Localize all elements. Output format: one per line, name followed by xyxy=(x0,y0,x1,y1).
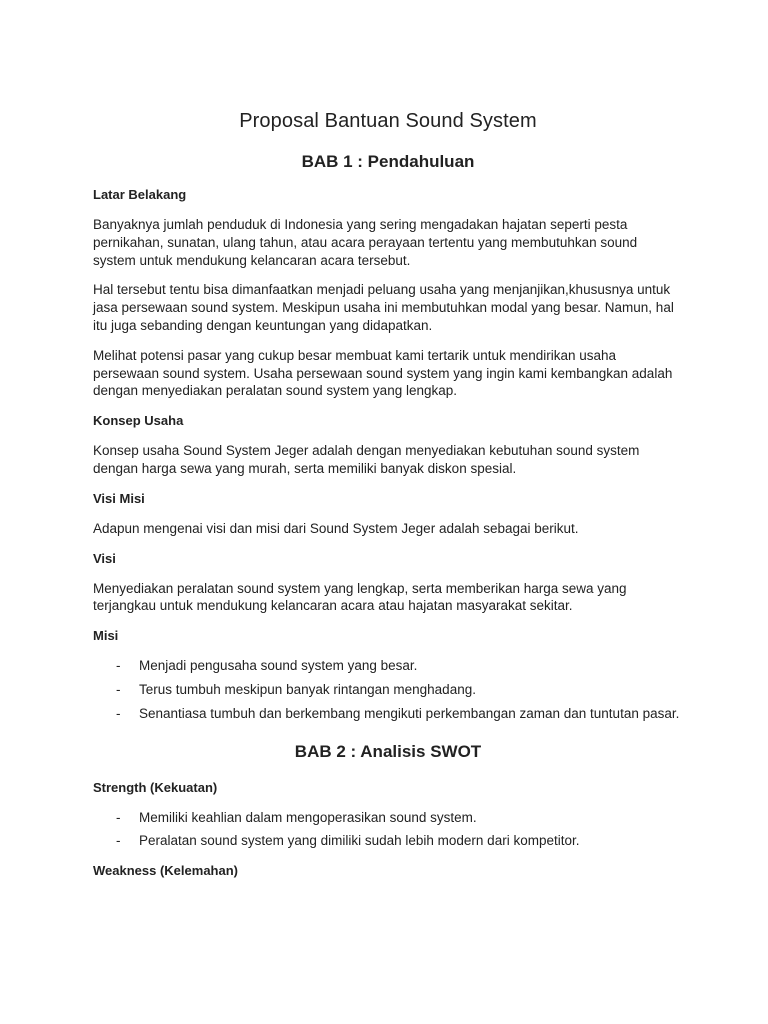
visi-misi-paragraph: Adapun mengenai visi dan misi dari Sound System Jeger adalah sebagai berikut. xyxy=(93,520,579,536)
list-item xyxy=(93,681,683,699)
list-dash-marker: - xyxy=(116,833,121,849)
list-item-text: Terus tumbuh meskipun banyak rintangan menghadang. xyxy=(139,681,476,697)
list-dash-marker: - xyxy=(116,705,121,721)
heading-strength: Strength (Kekuatan) xyxy=(93,779,218,795)
chapter-title-bab1: BAB 1 : Pendahuluan xyxy=(301,152,475,171)
heading-weakness: Weakness (Kelemahan) xyxy=(93,863,238,879)
strength-list xyxy=(93,809,683,851)
misi-list xyxy=(93,657,683,722)
list-dash-marker: - xyxy=(116,681,121,697)
visi-paragraph: Menyediakan peralatan sound system yang lengkap, serta memberikan harga sewa yang terjangkau untuk mendukung kelancaran acara atau hajatan masyarakat sekitar. xyxy=(93,580,627,614)
list-item xyxy=(93,809,683,827)
document-page xyxy=(93,100,683,892)
heading-visi: Visi xyxy=(93,550,116,566)
list-item xyxy=(93,705,683,723)
latar-belakang-paragraph-1: Banyaknya jumlah penduduk di Indonesia yang sering mengadakan hajatan seperti pesta pernikahan, sunatan, ulang tahun, atau acara perayaan tertentu yang membutuhkan sound system untuk mendukung kelancaran acara tersebut. xyxy=(93,217,638,268)
list-item-text: Peralatan sound system yang dimiliki sudah lebih modern dari kompetitor. xyxy=(139,833,580,849)
list-item-text: Memiliki keahlian dalam mengoperasikan sound system. xyxy=(139,809,477,825)
heading-latar-belakang: Latar Belakang xyxy=(93,187,187,202)
heading-misi: Misi xyxy=(93,628,119,644)
konsep-usaha-paragraph: Konsep usaha Sound System Jeger adalah dengan menyediakan kebutuhan sound system dengan harga sewa yang murah, serta memiliki banyak diskon spesial. xyxy=(93,443,640,476)
latar-belakang-paragraph-2: Hal tersebut tentu bisa dimanfaatkan menjadi peluang usaha yang menjanjikan,khususnya untuk jasa persewaan sound system. Meskipun usaha ini membutuhkan modal yang besar. Namun, hal itu juga sebanding dengan keuntungan yang didapatkan. xyxy=(93,282,674,333)
list-dash-marker: - xyxy=(116,809,121,825)
list-item-text: Senantiasa tumbuh dan berkembang mengikuti perkembangan zaman dan tuntutan pasar. xyxy=(139,705,680,721)
list-item-text: Menjadi pengusaha sound system yang besar. xyxy=(139,658,418,674)
heading-konsep-usaha: Konsep Usaha xyxy=(93,413,184,429)
heading-visi-misi: Visi Misi xyxy=(93,490,145,506)
chapter-title-bab2: BAB 2 : Analisis SWOT xyxy=(294,741,482,761)
latar-belakang-paragraph-3: Melihat potensi pasar yang cukup besar membuat kami tertarik untuk mendirikan usaha persewaan sound system. Usaha persewaan sound system yang ingin kami kembangkan adalah dengan menyediakan peralatan sound system yang lengkap. xyxy=(93,347,673,399)
document-title: Proposal Bantuan Sound System xyxy=(239,110,537,132)
list-item xyxy=(93,832,683,850)
list-item xyxy=(93,657,683,675)
list-dash-marker: - xyxy=(116,658,121,674)
